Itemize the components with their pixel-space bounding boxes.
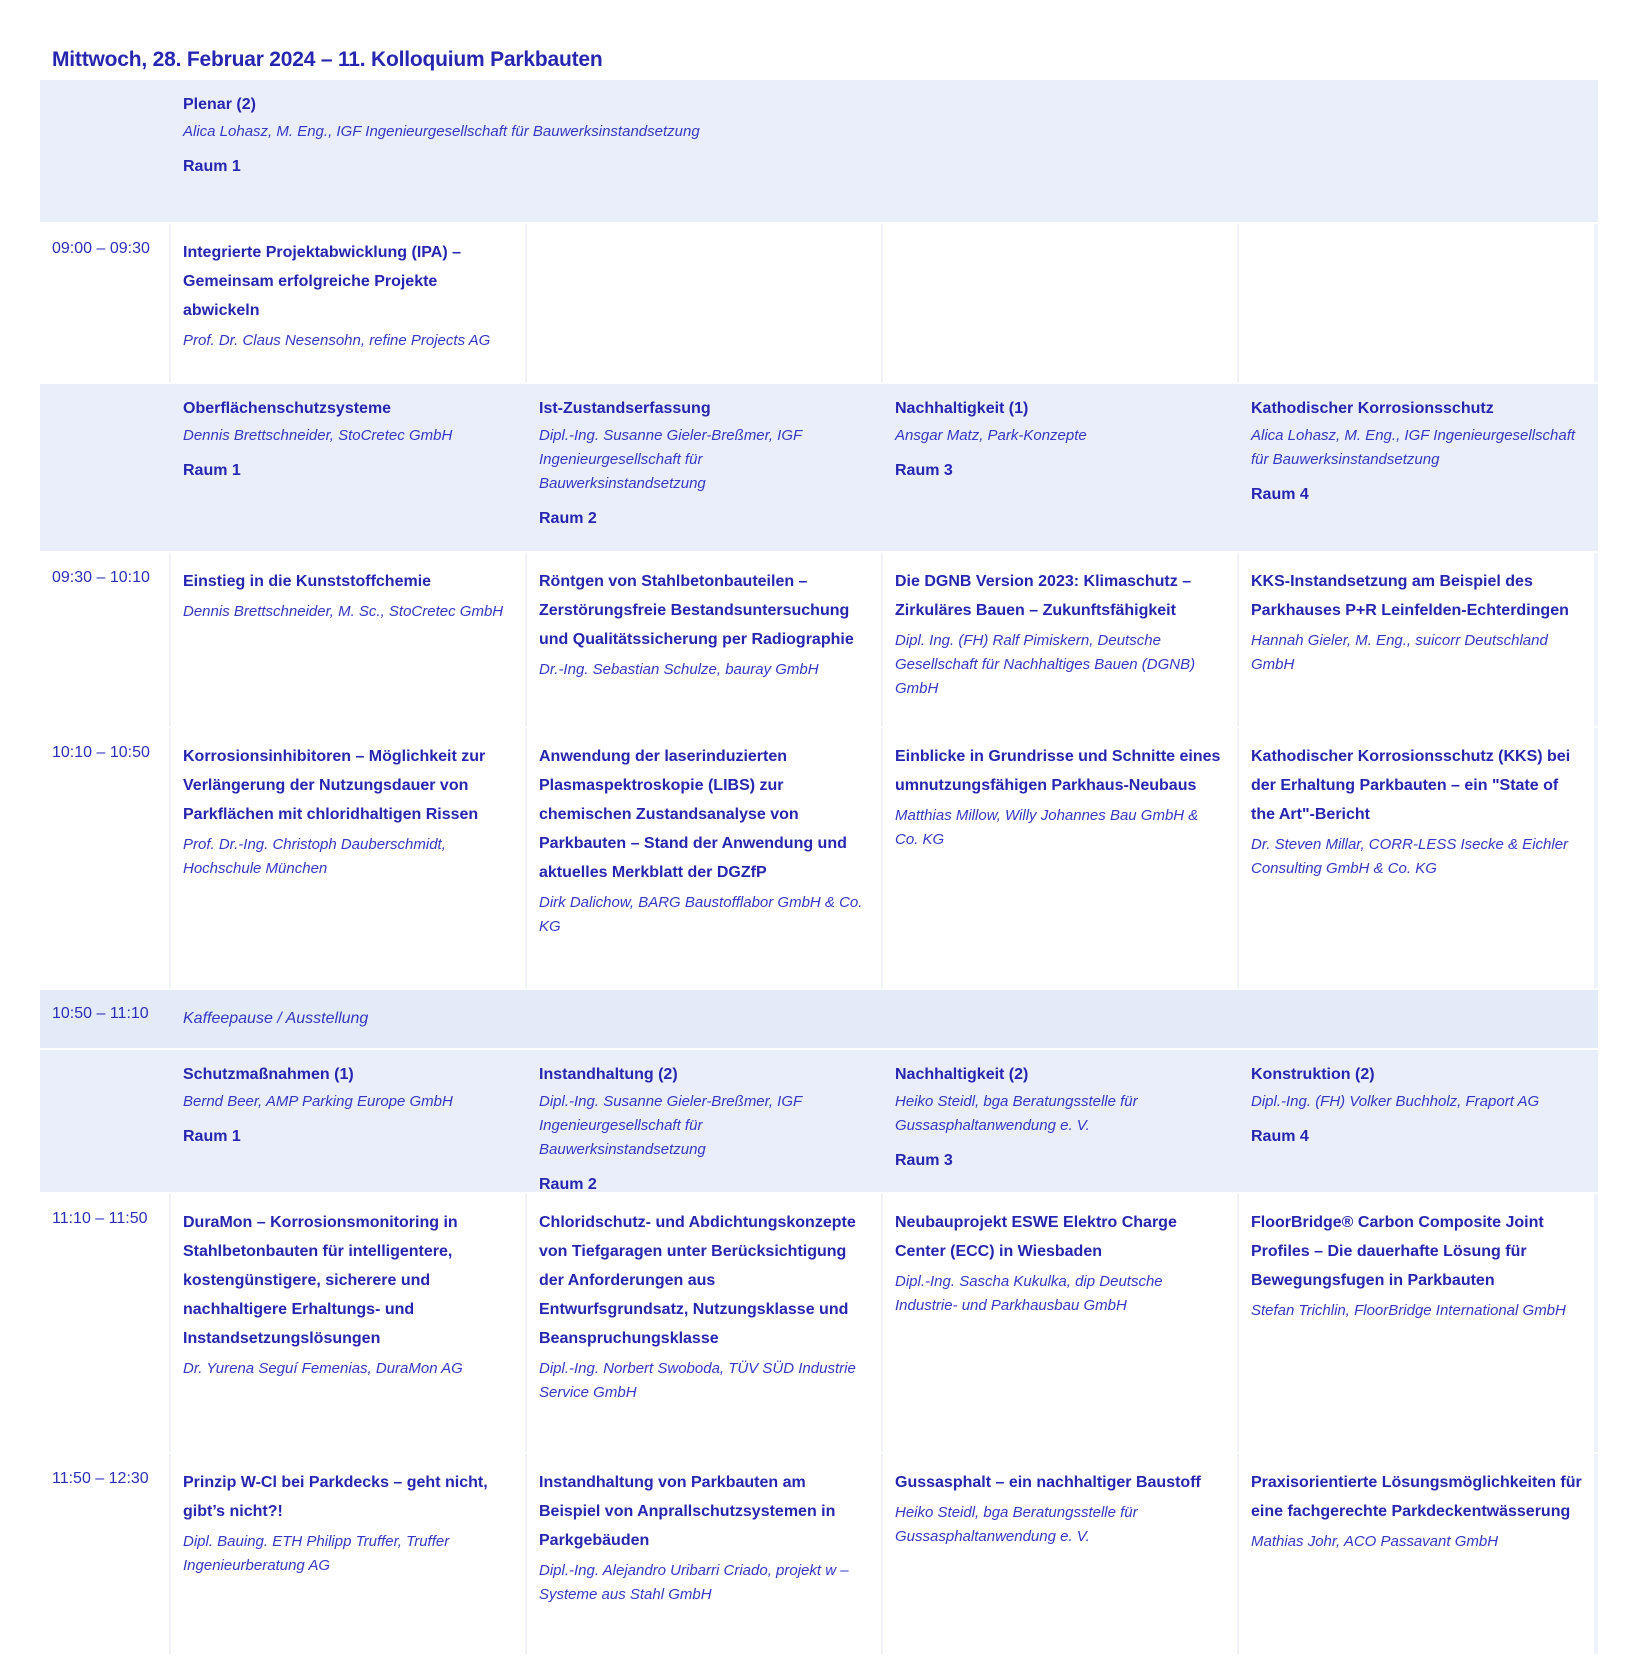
talk-cell <box>527 553 881 726</box>
time-label: 11:50 – 12:30 <box>40 1454 169 1654</box>
plenar-room: Raum 1 <box>183 158 241 175</box>
track-header-row-2 <box>40 1050 1598 1192</box>
plenar-title: Plenar (2) <box>183 96 256 113</box>
session-row-1010 <box>40 728 1598 988</box>
track-title: Kathodischer Korrosionsschutz <box>1251 400 1494 417</box>
talk-title: DuraMon – Korrosionsmonitoring in Stahlbetonbauten für intelligentere, kostengünstigere, sicherere und nachhaltigere Erhaltungs- und Instandsetzungslösungen <box>183 1214 458 1347</box>
plenar-speaker: Alica Lohasz, M. Eng., IGF Ingenieurgesellschaft für Bauwerksinstandsetzung <box>183 123 700 140</box>
time-label: 09:00 – 09:30 <box>40 224 169 382</box>
break-row <box>40 990 1598 1048</box>
talk-title: Korrosionsinhibitoren – Möglichkeit zur Verlängerung der Nutzungsdauer von Parkflächen mit chloridhaltigen Rissen <box>183 748 486 823</box>
track-title: Nachhaltigkeit (2) <box>895 1066 1029 1083</box>
talk-title: Die DGNB Version 2023: Klimaschutz – Zirkuläres Bauen – Zukunftsfähigkeit <box>895 573 1192 619</box>
track-room: Raum 4 <box>1251 1128 1309 1145</box>
track-header <box>527 1050 881 1192</box>
session-row-1110 <box>40 1194 1598 1452</box>
session-row-0900 <box>40 224 1598 382</box>
time-label: 10:10 – 10:50 <box>40 728 169 988</box>
talk-speaker: Hannah Gieler, M. Eng., suicorr Deutschland GmbH <box>1251 632 1548 673</box>
track-chair: Dipl.-Ing. Susanne Gieler-Breßmer, IGF Ingenieurgesellschaft für Bauwerksinstandsetzung <box>539 1093 802 1158</box>
page-title: Mittwoch, 28. Februar 2024 – 11. Kolloquium Parkbauten <box>52 48 603 71</box>
time-cell-empty <box>40 384 169 551</box>
track-room: Raum 4 <box>1251 486 1309 503</box>
talk-title: Prinzip W-Cl bei Parkdecks – geht nicht, gibt’s nicht?! <box>183 1474 488 1520</box>
session-row-0930 <box>40 553 1598 726</box>
track-chair: Dipl.-Ing. (FH) Volker Buchholz, Fraport AG <box>1251 1093 1540 1110</box>
schedule-table <box>40 80 1598 1656</box>
time-cell-empty <box>40 80 169 222</box>
talk-speaker: Prof. Dr. Claus Nesensohn, refine Projects AG <box>183 332 491 349</box>
talk-cell <box>171 728 525 988</box>
talk-cell <box>1239 1454 1594 1654</box>
track-header <box>171 1050 525 1192</box>
talk-speaker: Dr. Steven Millar, CORR-LESS Isecke & Eichler Consulting GmbH & Co. KG <box>1251 836 1569 877</box>
talk-cell <box>527 1194 881 1452</box>
track-chair: Dennis Brettschneider, StoCretec GmbH <box>183 427 453 444</box>
empty-cell <box>883 224 1237 382</box>
talk-speaker: Mathias Johr, ACO Passavant GmbH <box>1251 1533 1499 1550</box>
empty-cell <box>1239 224 1594 382</box>
talk-cell <box>171 553 525 726</box>
talk-cell <box>527 728 881 988</box>
track-room: Raum 3 <box>895 1152 953 1169</box>
plenar-header-row <box>40 80 1598 222</box>
talk-title: Neubauprojekt ESWE Elektro Charge Center (ECC) in Wiesbaden <box>895 1214 1177 1260</box>
talk-title: Praxisorientierte Lösungsmöglichkeiten für eine fachgerechte Parkdeckentwässerung <box>1251 1474 1582 1520</box>
talk-title: Instandhaltung von Parkbauten am Beispiel von Anprallschutzsystemen in Parkgebäuden <box>539 1474 836 1549</box>
track-chair: Alica Lohasz, M. Eng., IGF Ingenieurgesellschaft für Bauwerksinstandsetzung <box>1251 427 1576 468</box>
talk-speaker: Dipl. Ing. (FH) Ralf Pimiskern, Deutsche Gesellschaft für Nachhaltiges Bauen (DGNB) GmbH <box>895 632 1196 697</box>
talk-speaker: Matthias Millow, Willy Johannes Bau GmbH & Co. KG <box>895 807 1199 848</box>
talk-title: Einblicke in Grundrisse und Schnitte eines umnutzungsfähigen Parkhaus-Neubaus <box>895 748 1221 794</box>
track-chair: Bernd Beer, AMP Parking Europe GmbH <box>183 1093 453 1110</box>
talk-speaker: Dipl.-Ing. Sascha Kukulka, dip Deutsche Industrie- und Parkhausbau GmbH <box>895 1273 1163 1314</box>
talk-cell <box>527 1454 881 1654</box>
talk-speaker: Dipl.-Ing. Norbert Swoboda, TÜV SÜD Industrie Service GmbH <box>539 1360 856 1401</box>
talk-cell <box>1239 1194 1594 1452</box>
track-title: Ist-Zustandserfassung <box>539 400 711 417</box>
track-title: Konstruktion (2) <box>1251 1066 1375 1083</box>
time-cell-empty <box>40 1050 169 1192</box>
time-label: 10:50 – 11:10 <box>52 1005 149 1022</box>
track-header <box>171 384 525 551</box>
talk-cell <box>171 224 525 382</box>
talk-title: Anwendung der laserinduzierten Plasmaspektroskopie (LIBS) zur chemischen Zustandsanalyse von Parkbauten – Stand der Anwendung und aktuelles Merkblatt der DGZfP <box>539 748 847 881</box>
talk-title: Einstieg in die Kunststoffchemie <box>183 573 432 590</box>
talk-cell <box>883 1454 1237 1654</box>
track-room: Raum 1 <box>183 462 241 479</box>
talk-cell <box>1239 553 1594 726</box>
session-row-1150 <box>40 1454 1598 1654</box>
talk-speaker: Prof. Dr.-Ing. Christoph Dauberschmidt, Hochschule München <box>183 836 446 877</box>
talk-speaker: Dirk Dalichow, BARG Baustofflabor GmbH & Co. KG <box>539 894 863 935</box>
talk-speaker: Heiko Steidl, bga Beratungsstelle für Gussasphaltanwendung e. V. <box>895 1504 1138 1545</box>
talk-cell <box>883 553 1237 726</box>
track-chair: Heiko Steidl, bga Beratungsstelle für Gussasphaltanwendung e. V. <box>895 1093 1138 1134</box>
track-title: Nachhaltigkeit (1) <box>895 400 1029 417</box>
track-title: Oberflächenschutzsysteme <box>183 400 392 417</box>
talk-cell <box>171 1454 525 1654</box>
talk-cell <box>883 728 1237 988</box>
track-room: Raum 2 <box>539 510 597 527</box>
track-title: Schutzmaßnahmen (1) <box>183 1066 354 1083</box>
talk-speaker: Dipl.-Ing. Alejandro Uribarri Criado, projekt w – Systeme aus Stahl GmbH <box>539 1562 849 1603</box>
talk-title: Chloridschutz- und Abdichtungskonzepte von Tiefgaragen unter Berücksichtigung der Anforderungen aus Entwurfsgrundsatz, Nutzungsklasse und Beanspruchungsklasse <box>539 1214 856 1347</box>
talk-cell <box>883 1194 1237 1452</box>
track-chair: Dipl.-Ing. Susanne Gieler-Breßmer, IGF Ingenieurgesellschaft für Bauwerksinstandsetzung <box>539 427 802 492</box>
track-header <box>883 384 1237 551</box>
track-header <box>1239 1050 1594 1192</box>
talk-title: Gussasphalt – ein nachhaltiger Baustoff <box>895 1474 1201 1491</box>
talk-speaker: Dr. Yurena Seguí Femenias, DuraMon AG <box>183 1360 463 1377</box>
talk-title: KKS-Instandsetzung am Beispiel des Parkhauses P+R Leinfelden-Echterdingen <box>1251 573 1569 619</box>
track-room: Raum 3 <box>895 462 953 479</box>
empty-cell <box>527 224 881 382</box>
talk-title: Kathodischer Korrosionsschutz (KKS) bei der Erhaltung Parkbauten – ein "State of the Art"-Bericht <box>1251 748 1571 823</box>
track-header <box>1239 384 1594 551</box>
break-cell <box>171 1010 1594 1028</box>
talk-speaker: Dr.-Ing. Sebastian Schulze, bauray GmbH <box>539 661 819 678</box>
track-room: Raum 2 <box>539 1176 597 1192</box>
talk-speaker: Dipl. Bauing. ETH Philipp Truffer, Truffer Ingenieurberatung AG <box>183 1533 450 1574</box>
talk-speaker: Stefan Trichlin, FloorBridge International GmbH <box>1251 1302 1566 1319</box>
talk-title: Röntgen von Stahlbetonbauteilen – Zerstörungsfreie Bestandsuntersuchung und Qualitätssicherung per Radiographie <box>539 573 854 648</box>
track-chair: Ansgar Matz, Park-Konzepte <box>895 427 1087 444</box>
talk-cell <box>171 1194 525 1452</box>
talk-cell <box>1239 728 1594 988</box>
plenar-cell <box>171 80 1594 222</box>
talk-title: Integrierte Projektabwicklung (IPA) – Gemeinsam erfolgreiche Projekte abwickeln <box>183 244 461 319</box>
track-title: Instandhaltung (2) <box>539 1066 678 1083</box>
time-label: 11:10 – 11:50 <box>40 1194 169 1452</box>
track-header-row-1 <box>40 384 1598 551</box>
track-room: Raum 1 <box>183 1128 241 1145</box>
time-label: 09:30 – 10:10 <box>40 553 169 726</box>
track-header <box>883 1050 1237 1192</box>
talk-title: FloorBridge® Carbon Composite Joint Profiles – Die dauerhafte Lösung für Bewegungsfugen in Parkbauten <box>1251 1214 1544 1289</box>
talk-speaker: Dennis Brettschneider, M. Sc., StoCretec GmbH <box>183 603 504 620</box>
break-label: Kaffeepause / Ausstellung <box>183 1010 369 1027</box>
track-header <box>527 384 881 551</box>
